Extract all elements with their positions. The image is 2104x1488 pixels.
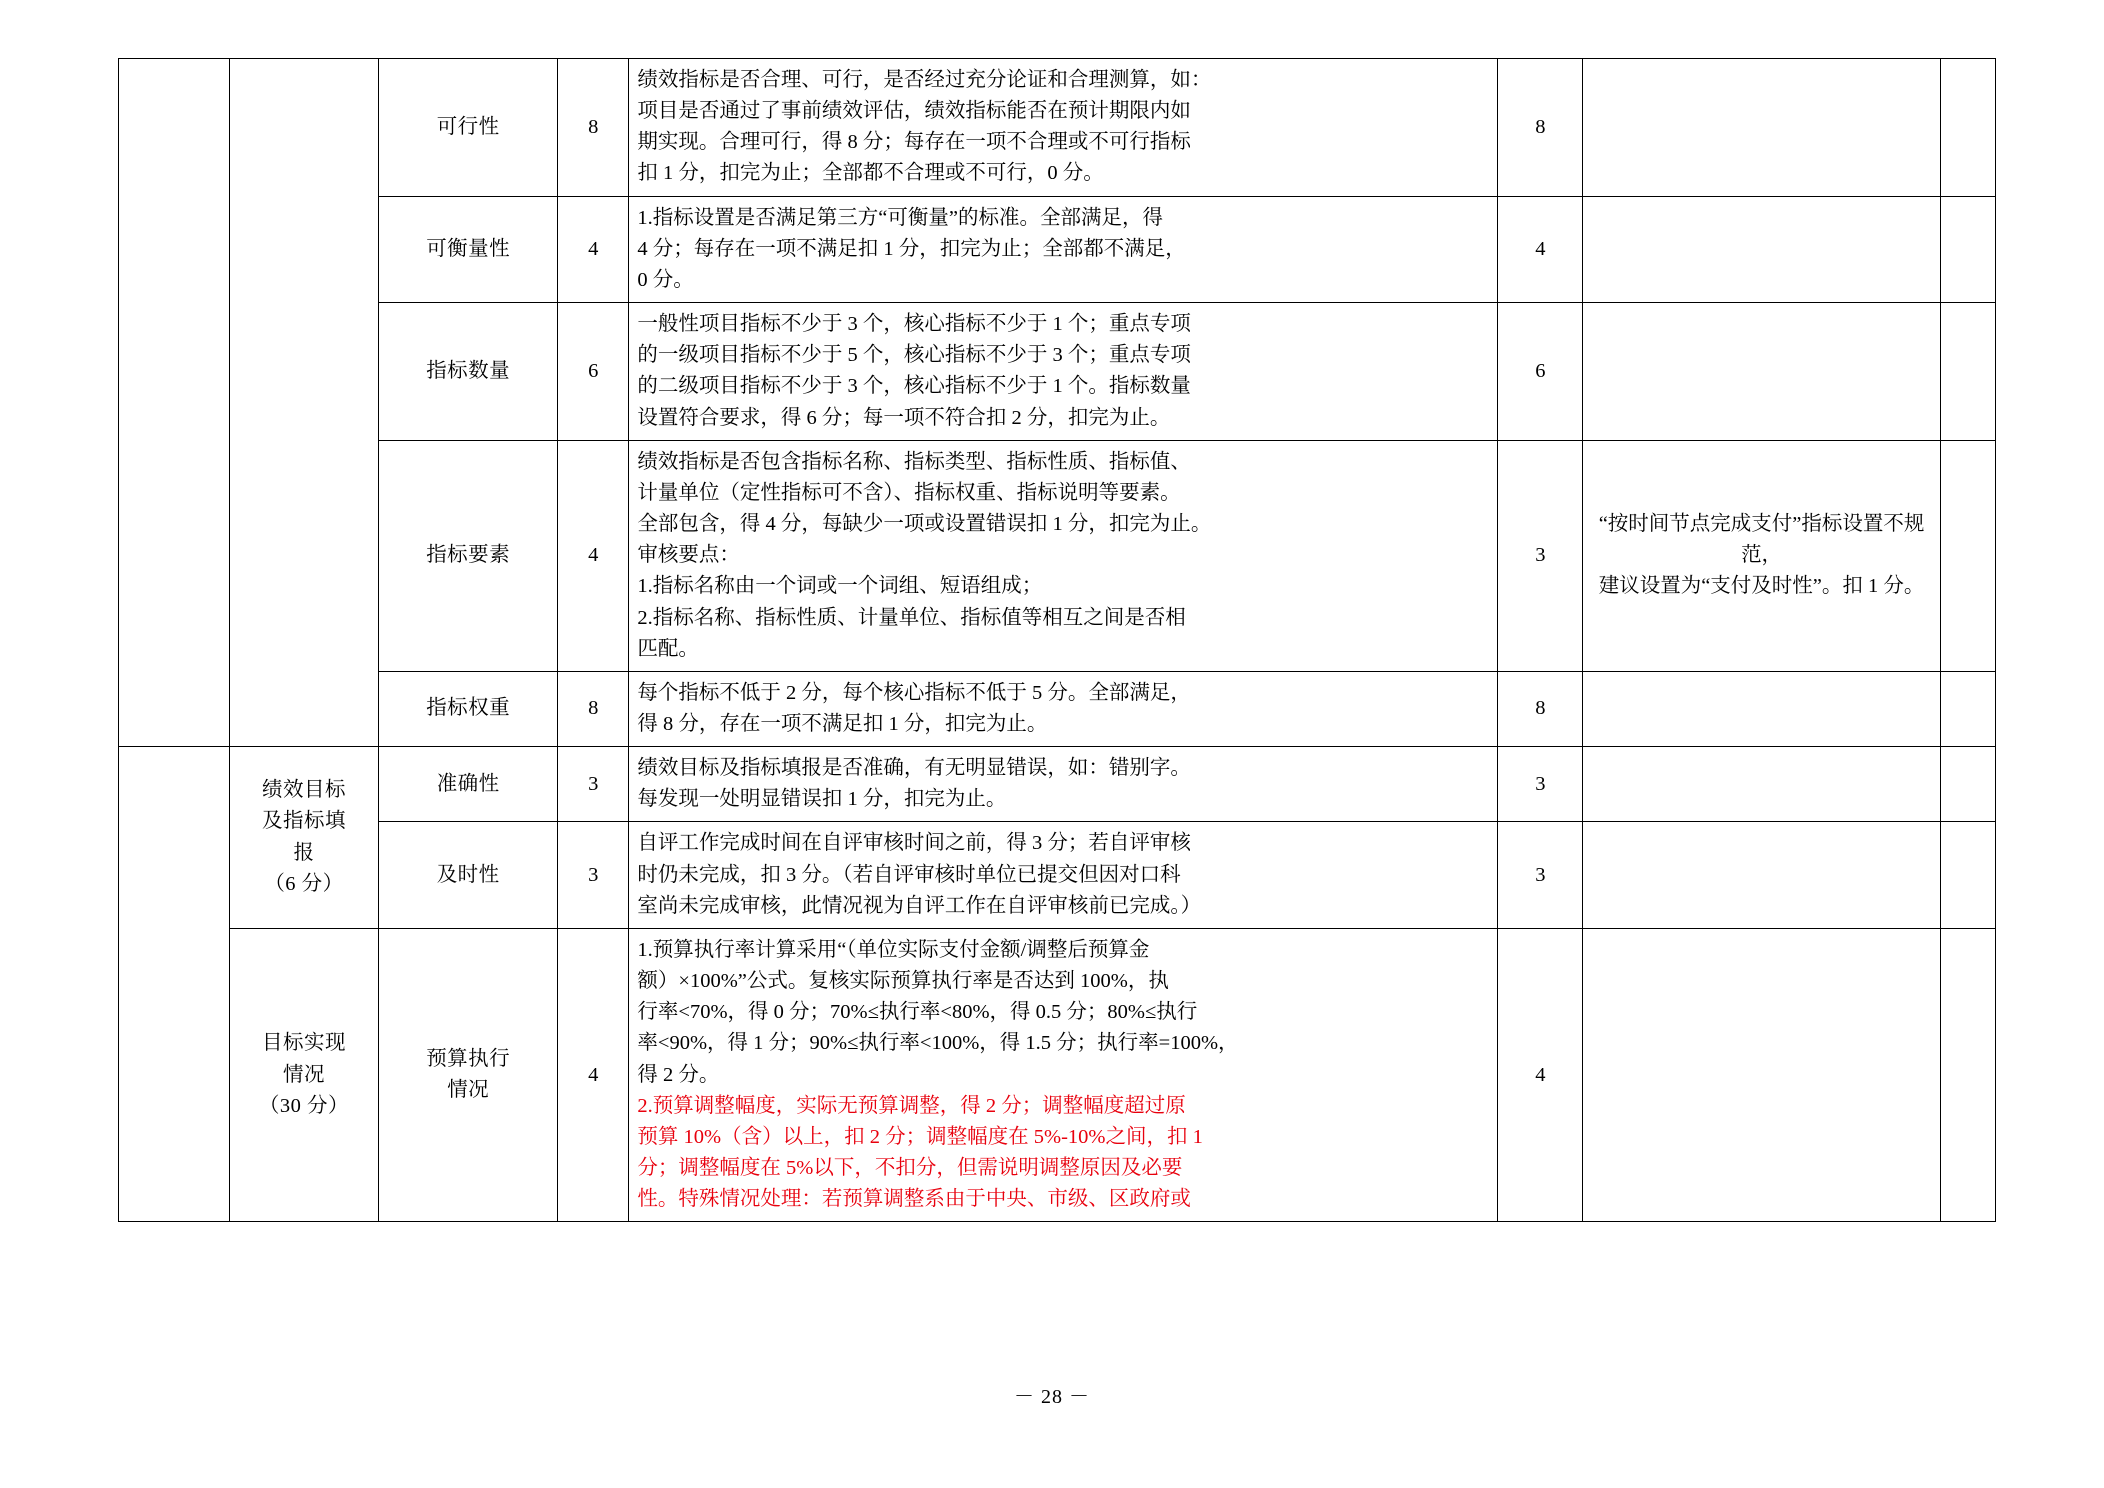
table-row [119, 59, 1996, 197]
cell-comment [1583, 671, 1940, 746]
category-line: （6 分） [264, 872, 344, 895]
criteria-line: 的一级项目指标不少于 5 个，核心指标不少于 3 个；重点专项 [637, 344, 1191, 367]
score-table-wrapper [118, 58, 1996, 1222]
cell-score-max: 4 [557, 440, 628, 671]
performance-score-table [118, 58, 1996, 1222]
cell-score-max: 6 [557, 303, 628, 441]
criteria-line: 2.指标名称、指标性质、计量单位、指标值等相互之间是否相 [637, 606, 1186, 629]
criteria-line: 1.指标设置是否满足第三方“可衡量”的标准。全部满足，得 [637, 206, 1163, 229]
table-row [119, 822, 1996, 928]
page-number: － 28 － [1014, 1386, 1090, 1408]
table-row [119, 440, 1996, 671]
cell-extra-blank [1940, 196, 1995, 302]
indicator-line: 预算执行 [426, 1047, 511, 1070]
cell-criteria [629, 59, 1498, 197]
criteria-line: 的二级项目指标不少于 3 个，核心指标不少于 1 个。指标数量 [637, 375, 1191, 398]
criteria-line: 室尚未完成审核，此情况视为自评工作在自评审核前已完成。） [637, 894, 1202, 917]
cell-score-got: 3 [1498, 440, 1583, 671]
comment-line: 建议设置为“支付及时性”。扣 1 分。 [1598, 575, 1925, 598]
criteria-line: 期实现。合理可行，得 8 分；每存在一项不合理或不可行指标 [637, 131, 1191, 154]
cell-comment [1583, 747, 1940, 822]
cell-indicator: 指标数量 [379, 303, 558, 441]
table-row [119, 671, 1996, 746]
cell-criteria [629, 928, 1498, 1221]
cell-criteria [629, 822, 1498, 928]
cell-score-got: 6 [1498, 303, 1583, 441]
cell-score-got: 3 [1498, 747, 1583, 822]
cell-comment [1583, 440, 1940, 671]
criteria-line: 0 分。 [637, 268, 694, 291]
criteria-line: 行率<70%，得 0 分；70%≤执行率<80%，得 0.5 分；80%≤执行 [637, 1001, 1198, 1024]
criteria-line-red: 分；调整幅度在 5%以下，不扣分，但需说明调整原因及必要 [637, 1157, 1183, 1179]
category-line: 绩效目标 [262, 779, 346, 802]
criteria-line: 得 8 分，存在一项不满足扣 1 分，扣完为止。 [637, 712, 1048, 735]
criteria-line: 扣 1 分，扣完为止；全部都不合理或不可行，0 分。 [637, 162, 1104, 185]
cell-score-max: 8 [557, 671, 628, 746]
cell-category-blank [229, 59, 379, 747]
cell-score-max: 3 [557, 747, 628, 822]
criteria-line: 额）×100%”公式。复核实际预算执行率是否达到 100%，执 [637, 970, 1169, 993]
criteria-line: 计量单位（定性指标可不含）、指标权重、指标说明等要素。 [637, 481, 1181, 504]
cell-score-max: 4 [557, 196, 628, 302]
cell-extra-blank [1940, 59, 1995, 197]
comment-line: “按时间节点完成支付”指标设置不规范， [1598, 513, 1925, 567]
cell-group-blank [119, 59, 230, 747]
category-line: 目标实现 [262, 1032, 346, 1055]
cell-indicator: 指标要素 [379, 440, 558, 671]
category-line: 报 [293, 841, 315, 864]
criteria-line: 1.指标名称由一个词或一个词组、短语组成； [637, 575, 1043, 598]
criteria-line: 每个指标不低于 2 分，每个核心指标不低于 5 分。全部满足， [637, 681, 1191, 704]
cell-indicator: 准确性 [379, 747, 558, 822]
cell-extra-blank [1940, 928, 1995, 1221]
cell-criteria [629, 747, 1498, 822]
cell-indicator: 及时性 [379, 822, 558, 928]
criteria-line: 自评工作完成时间在自评审核时间之前，得 3 分；若自评审核 [637, 832, 1191, 855]
cell-group-blank [119, 747, 230, 1222]
criteria-line: 审核要点： [637, 544, 740, 567]
cell-criteria [629, 303, 1498, 441]
cell-score-max: 3 [557, 822, 628, 928]
criteria-line: 1.预算执行率计算采用“（单位实际支付金额/调整后预算金 [637, 938, 1150, 961]
criteria-line: 时仍未完成，扣 3 分。（若自评审核时单位已提交但因对口科 [637, 863, 1181, 886]
cell-indicator [379, 928, 558, 1221]
criteria-line: 绩效目标及指标填报是否准确，有无明显错误，如：错别字。 [637, 757, 1191, 780]
cell-score-got: 8 [1498, 59, 1583, 197]
indicator-line: 情况 [447, 1079, 490, 1102]
cell-extra-blank [1940, 747, 1995, 822]
cell-criteria [629, 440, 1498, 671]
cell-comment [1583, 303, 1940, 441]
criteria-line: 绩效指标是否合理、可行，是否经过充分论证和合理测算，如： [637, 69, 1212, 91]
criteria-line: 得 2 分。 [637, 1063, 720, 1086]
cell-category-goal-achievement [229, 928, 379, 1221]
criteria-line: 设置符合要求，得 6 分；每一项不符合扣 2 分，扣完为止。 [637, 406, 1171, 429]
criteria-line: 每发现一处明显错误扣 1 分，扣完为止。 [637, 788, 1007, 811]
criteria-line: 4 分；每存在一项不满足扣 1 分，扣完为止；全部都不满足， [637, 237, 1186, 260]
category-line: 情况 [283, 1063, 325, 1086]
cell-indicator: 可衡量性 [379, 196, 558, 302]
cell-extra-blank [1940, 303, 1995, 441]
cell-score-got: 4 [1498, 196, 1583, 302]
criteria-line-red: 性。特殊情况处理：若预算调整系由于中央、市级、区政府或 [637, 1188, 1191, 1211]
cell-criteria [629, 196, 1498, 302]
criteria-line: 率<90%，得 1 分；90%≤执行率<100%，得 1.5 分；执行率=100%， [637, 1032, 1239, 1055]
criteria-line-red: 预算 10%（含）以上，扣 2 分；调整幅度在 5%-10%之间，扣 1 [637, 1125, 1203, 1148]
criteria-line: 匹配。 [637, 637, 699, 660]
cell-extra-blank [1940, 671, 1995, 746]
table-row [119, 747, 1996, 822]
cell-comment [1583, 822, 1940, 928]
criteria-line: 一般性项目指标不少于 3 个，核心指标不少于 1 个；重点专项 [637, 313, 1191, 336]
cell-extra-blank [1940, 822, 1995, 928]
cell-comment [1583, 928, 1940, 1221]
cell-score-got: 8 [1498, 671, 1583, 746]
table-row [119, 928, 1996, 1221]
table-row [119, 196, 1996, 302]
cell-indicator: 可行性 [379, 59, 558, 197]
criteria-line-red: 2.预算调整幅度，实际无预算调整，得 2 分；调整幅度超过原 [637, 1094, 1186, 1117]
cell-score-max: 4 [557, 928, 628, 1221]
criteria-line: 全部包含，得 4 分，每缺少一项或设置错误扣 1 分，扣完为止。 [637, 513, 1212, 536]
cell-score-got: 3 [1498, 822, 1583, 928]
category-line: 及指标填 [262, 810, 346, 833]
cell-score-got: 4 [1498, 928, 1583, 1221]
cell-score-max: 8 [557, 59, 628, 197]
cell-extra-blank [1940, 440, 1995, 671]
cell-category-target-report [229, 747, 379, 929]
criteria-line: 项目是否通过了事前绩效评估，绩效指标能否在预计期限内如 [637, 100, 1191, 123]
table-row [119, 303, 1996, 441]
cell-comment [1583, 196, 1940, 302]
category-line: （30 分） [258, 1094, 350, 1117]
cell-comment [1583, 59, 1940, 197]
criteria-line: 绩效指标是否包含指标名称、指标类型、指标性质、指标值、 [637, 450, 1191, 473]
cell-indicator: 指标权重 [379, 671, 558, 746]
cell-criteria [629, 671, 1498, 746]
